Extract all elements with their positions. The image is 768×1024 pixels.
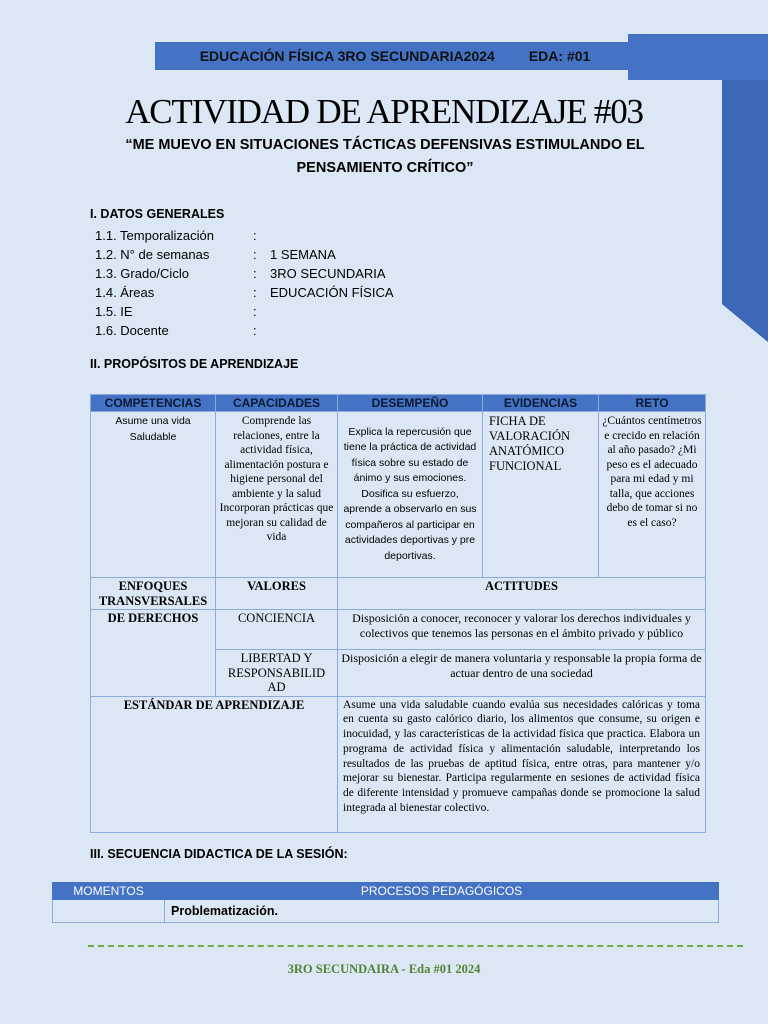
secuencia-header-row bbox=[53, 883, 719, 900]
page-title: ACTIVIDAD DE APRENDIZAJE #03 bbox=[125, 92, 643, 131]
datos-sep: : bbox=[253, 228, 257, 243]
footer-divider bbox=[88, 945, 743, 947]
datos-generales-list bbox=[95, 226, 394, 340]
datos-sep: : bbox=[253, 247, 257, 262]
evidencias-cell: FICHA DE VALORACIÓN ANATÓMICO FUNCIONAL bbox=[483, 412, 599, 578]
datos-sep: : bbox=[253, 323, 257, 338]
enfoques-header: ENFOQUES TRANSVERSALES bbox=[91, 578, 216, 610]
section-secuencia-title: III. SECUENCIA DIDACTICA DE LA SESIÓN: bbox=[90, 847, 348, 861]
secuencia-row bbox=[53, 900, 719, 923]
propositos-table bbox=[90, 394, 706, 833]
secuencia-table bbox=[52, 882, 719, 923]
header-momentos: MOMENTOS bbox=[53, 883, 165, 900]
valor-cell: LIBERTAD Y RESPONSABILID AD bbox=[216, 650, 338, 697]
header-capacidades: CAPACIDADES bbox=[216, 395, 338, 412]
reto-cell: ¿Cuántos centímetros e crecido en relación al año pasado? ¿Mi peso es el adecuado para mi edad y mi talla, que acciones debo de tomar si no es el caso? bbox=[599, 412, 706, 578]
datos-value: EDUCACIÓN FÍSICA bbox=[270, 285, 394, 300]
datos-label: 1.2. N° de semanas bbox=[95, 247, 210, 262]
enfoque-cell: DE DERECHOS bbox=[91, 610, 216, 697]
header-text bbox=[155, 42, 635, 70]
estandar-cell: Asume una vida saludable cuando evalúa sus necesidades calóricas y toma en cuenta su gasto calórico diario, los alimentos que consume, su origen e inocuidad, y las características de la actividad física que practica. Elabora un programa de actividad física y alimentación saludable, interpretando los resultados de las pruebas de aptitud física, entre otras, para mantener y/o mejorar su bienestar. Participa regularmente en sesiones de actividad física de diferente intensidad y promueve campañas donde se promocione la salud integrada al bienestar colectivo. bbox=[338, 696, 706, 832]
header-competencias: COMPETENCIAS bbox=[91, 395, 216, 412]
actitud-cell: Disposición a conocer, reconocer y valorar los derechos individuales y colectivos que tenemos las personas en el ámbito privado y público bbox=[338, 610, 706, 650]
section-propositos-title: II. PROPÓSITOS DE APRENDIZAJE bbox=[90, 357, 299, 371]
desempeno-cell: Explica la repercusión que tiene la práctica de actividad física sobre su estado de ánimo y sus emociones. Dosifica su esfuerzo, aprende a observarlo en sus compañeros al participar en actividades deportivas y pre deportivas. bbox=[338, 412, 483, 578]
section-datos-title: I. DATOS GENERALES bbox=[90, 207, 225, 221]
datos-row bbox=[95, 321, 394, 340]
actitud-cell: Disposición a elegir de manera voluntaria y responsable la propia forma de actuar dentro de una sociedad bbox=[338, 650, 706, 697]
estandar-header: ESTÁNDAR DE APRENDIZAJE bbox=[91, 696, 338, 832]
header-evidencias: EVIDENCIAS bbox=[483, 395, 599, 412]
datos-sep: : bbox=[253, 266, 257, 281]
subtitle-line-1: “ME MUEVO EN SITUACIONES TÁCTICAS DEFENSIVAS ESTIMULANDO EL bbox=[125, 137, 645, 153]
course-label: EDUCACIÓN FÍSICA 3RO SECUNDARIA2024 bbox=[199, 48, 495, 64]
capacidades-cell: Comprende las relaciones, entre la actividad física, alimentación postura e higiene personal del ambiente y la salud Incorporan prácticas que mejoran su calidad de vida bbox=[216, 412, 338, 578]
competencia-cell: Asume una vida Saludable bbox=[91, 412, 216, 578]
footer-text: 3RO SECUNDAIRA - Eda #01 2024 bbox=[287, 962, 481, 976]
datos-sep: : bbox=[253, 285, 257, 300]
enfoques-header-row bbox=[91, 578, 706, 610]
estandar-row bbox=[91, 696, 706, 832]
propositos-header-row bbox=[91, 395, 706, 412]
datos-row bbox=[95, 264, 394, 283]
actitudes-header: ACTITUDES bbox=[338, 578, 706, 610]
eda-label: EDA: #01 bbox=[528, 48, 591, 64]
valor-cell: CONCIENCIA bbox=[216, 610, 338, 650]
datos-row bbox=[95, 245, 394, 264]
datos-sep: : bbox=[253, 304, 257, 319]
datos-label: 1.6. Docente bbox=[95, 323, 169, 338]
datos-value: 1 SEMANA bbox=[270, 247, 336, 262]
datos-row bbox=[95, 283, 394, 302]
propositos-content-row bbox=[91, 412, 706, 578]
header-reto: RETO bbox=[599, 395, 706, 412]
datos-label: 1.4. Áreas bbox=[95, 285, 155, 300]
proceso-cell: Problematización. bbox=[165, 900, 719, 923]
datos-value: 3RO SECUNDARIA bbox=[270, 266, 386, 281]
datos-label: 1.1. Temporalización bbox=[95, 228, 214, 243]
datos-row bbox=[95, 302, 394, 321]
header-desempeno: DESEMPEÑO bbox=[338, 395, 483, 412]
datos-label: 1.3. Grado/Ciclo bbox=[95, 266, 189, 281]
momento-cell bbox=[53, 900, 165, 923]
valor-row bbox=[91, 610, 706, 650]
datos-row bbox=[95, 226, 394, 245]
datos-label: 1.5. IE bbox=[95, 304, 133, 319]
valores-header: VALORES bbox=[216, 578, 338, 610]
subtitle bbox=[100, 134, 670, 180]
subtitle-line-2: PENSAMIENTO CRÍTICO” bbox=[296, 160, 474, 176]
header-procesos: PROCESOS PEDAGÓGICOS bbox=[165, 883, 719, 900]
